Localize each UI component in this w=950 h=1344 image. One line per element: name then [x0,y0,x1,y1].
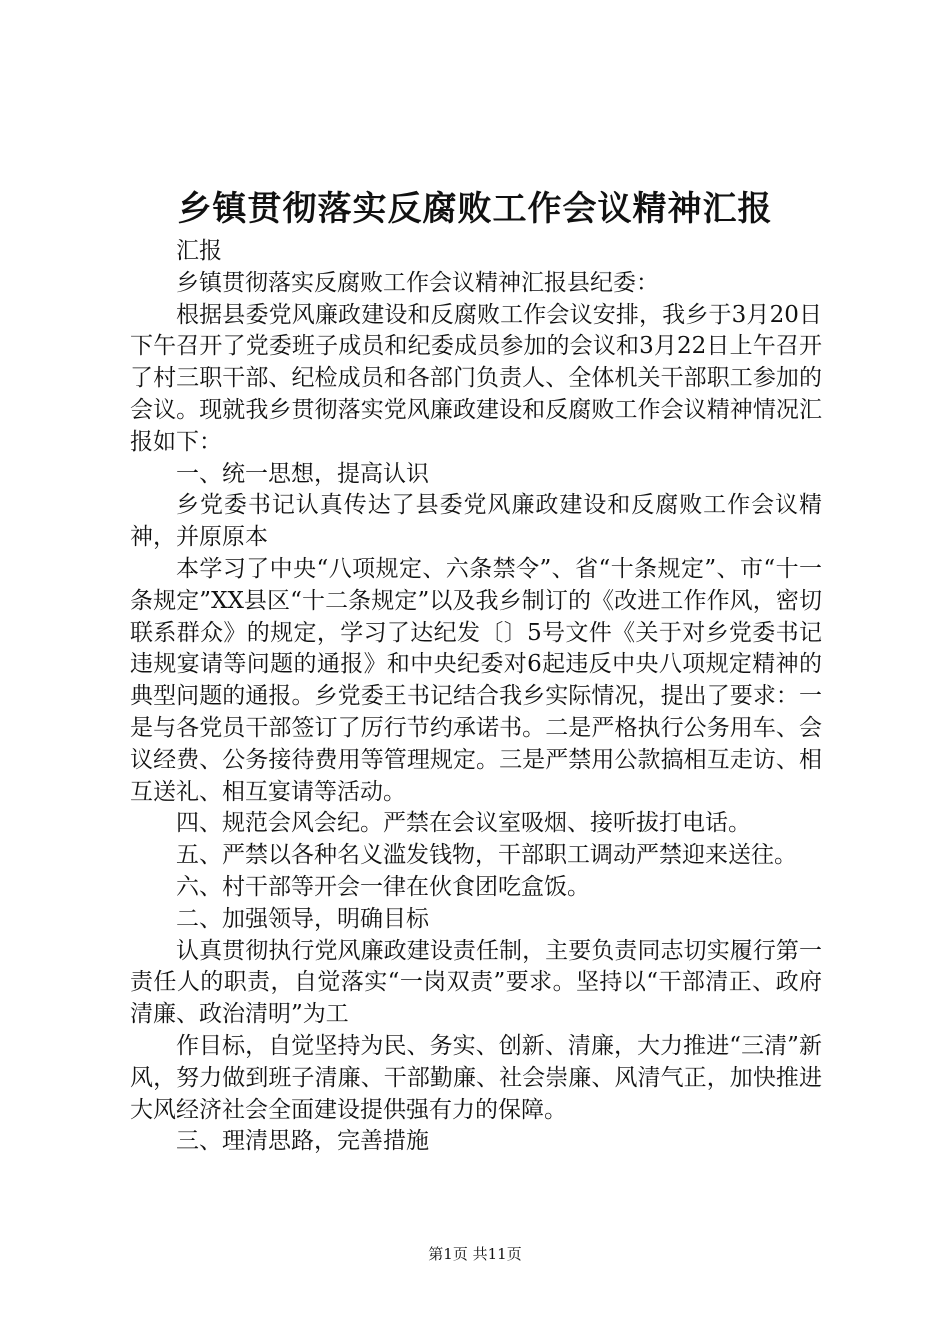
paragraph: 四、规范会风会纪。严禁在会议室吸烟、接听拔打电话。 [176,810,751,837]
section-heading: 三、理清思路，完善措施 [176,1128,429,1155]
page-number: 第1页 共11页 [428,1245,522,1263]
document-title: 乡镇贯彻落实反腐败工作会议精神汇报 [177,189,773,229]
paragraph: 乡镇贯彻落实反腐败工作会议精神汇报县纪委： [176,269,659,296]
paragraph: 五、严禁以各种名义滥发钱物，干部职工调动严禁迎来送往。 [176,842,797,869]
document-body [130,236,822,1158]
section-heading: 一、统一思想，提高认识 [176,460,429,487]
paragraph: 本学习了中央“八项规定、六条禁令”、省“十条规定”、市“十一条规定”XX县区“十二条规定”以及我乡制订的《改进工作作风，密切联系群众》的规定，学习了达纪发〔〕5号文件《关于对乡党委书记违规宴请等问题的通报》和中央纪委对6起违反中央八项规定精神的典型问题的通报。乡党委王书记结合我乡实际情况，提出了要求：一是与各党员干部签订了厉行节约承诺书。二是严格执行公务用车、会议经费、公务接待费用等管理规定。三是严禁用公款搞相互走访、相互送礼、相互宴请等活动。 [130,555,822,805]
paragraph: 汇报 [176,238,222,264]
paragraph: 根据县委党风廉政建设和反腐败工作会议安排，我乡于3月20日下午召开了党委班子成员和纪委成员参加的会议和3月22日上午召开了村三职干部、纪检成员和各部门负责人、全体机关干部职工参加的会议。现就我乡贯彻落实党风廉政建设和反腐败工作会议精神情况汇报如下： [130,301,822,455]
paragraph: 作目标，自觉坚持为民、务实、创新、清廉，大力推进“三清”新风，努力做到班子清廉、干部勤廉、社会崇廉、风清气正，加快推进大风经济社会全面建设提供强有力的保障。 [130,1032,822,1123]
paragraph: 乡党委书记认真传达了县委党风廉政建设和反腐败工作会议精神，并原原本 [130,492,822,551]
paragraph: 认真贯彻执行党风廉政建设责任制，主要负责同志切实履行第一责任人的职责，自觉落实“一岗双责”要求。坚持以“干部清正、政府清廉、政治清明”为工 [130,937,822,1028]
section-heading: 二、加强领导，明确目标 [176,905,429,932]
paragraph: 六、村干部等开会一律在伙食团吃盒饭。 [176,873,590,900]
